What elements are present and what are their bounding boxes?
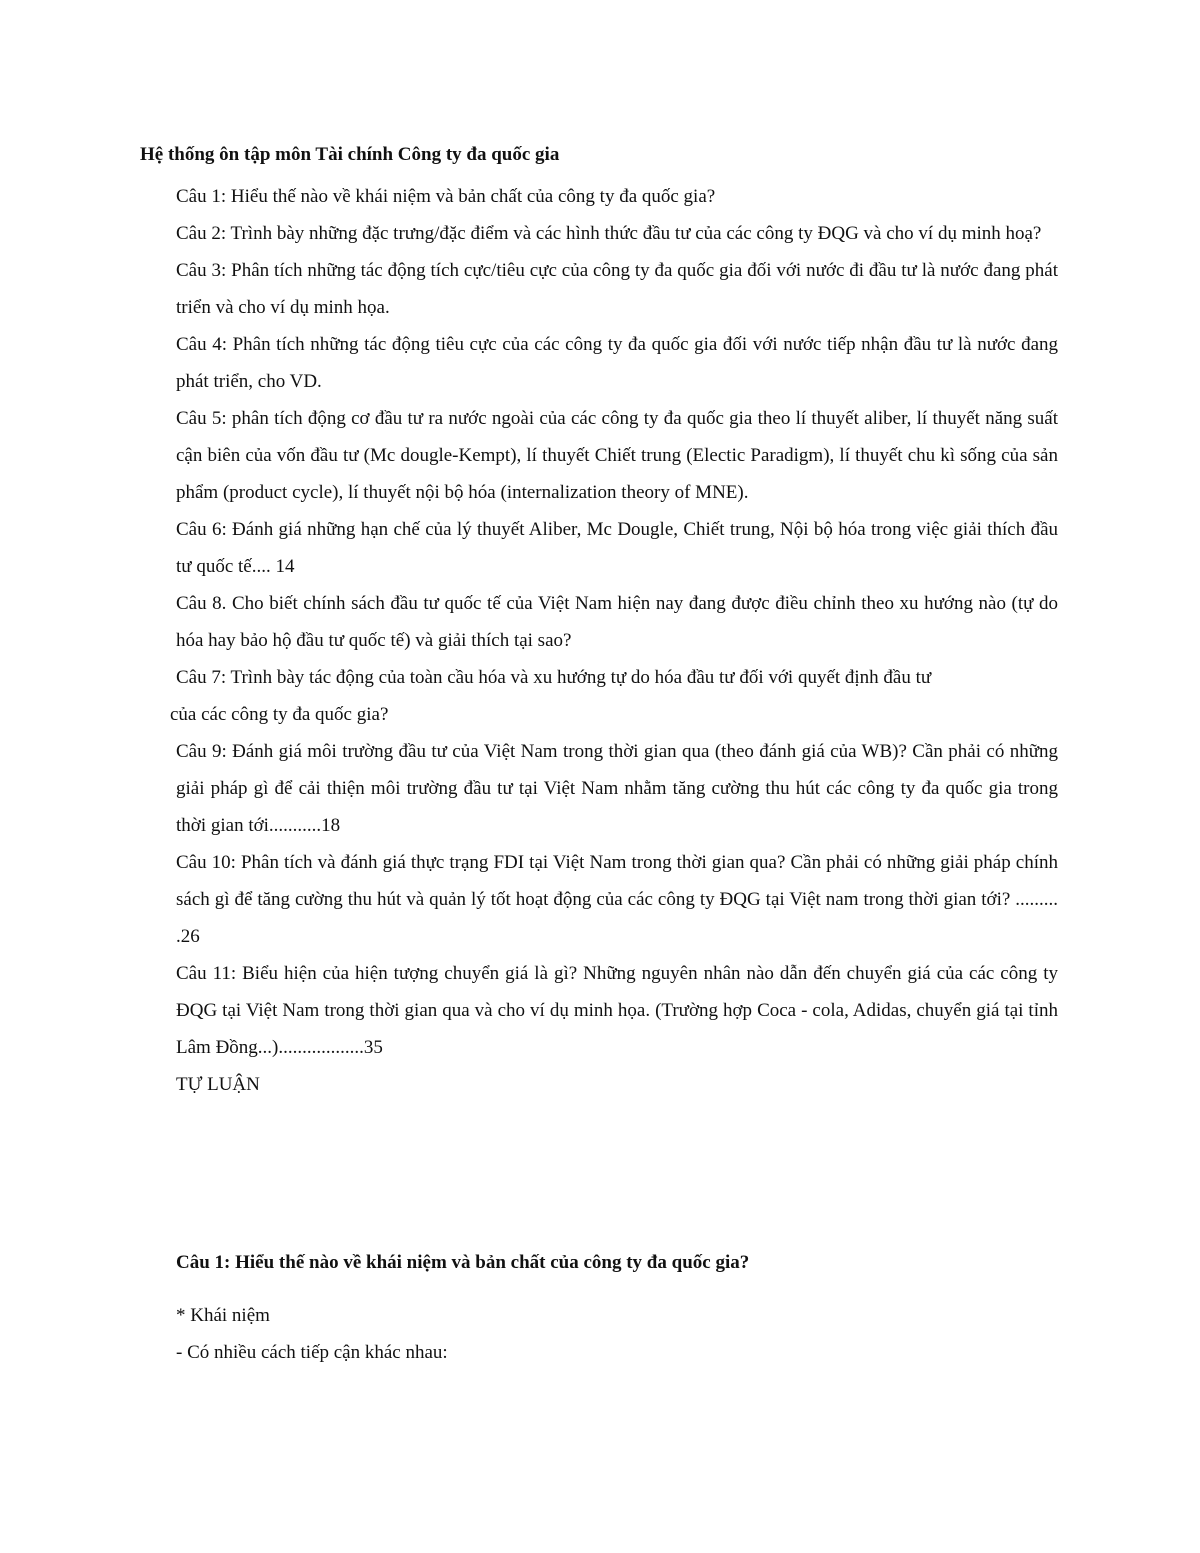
approach-line: - Có nhiều cách tiếp cận khác nhau:: [176, 1342, 448, 1363]
question-10: Câu 10: Phân tích và đánh giá thực trạng FDI tại Việt Nam trong thời gian qua? Cần phải có những giải pháp chính sách gì để tăng cường thu hút và quản lý tốt hoạt động của các công ty ĐQG tại Việt nam trong thời gian tới? ......... .26: [176, 852, 1058, 947]
question-7: Câu 7: Trình bày tác động của toàn cầu hóa và xu hướng tự do hóa đầu tư đối với quyết định đầu tư: [176, 667, 932, 688]
question-7-continuation: của các công ty đa quốc gia?: [170, 704, 389, 725]
section-body: [176, 1297, 1058, 1371]
question-8: Câu 8. Cho biết chính sách đầu tư quốc tế của Việt Nam hiện nay đang được điều chỉnh theo xu hướng nào (tự do hóa hay bảo hộ đầu tư quốc tế) và giải thích tại sao?: [176, 593, 1058, 651]
question-2: Câu 2: Trình bày những đặc trưng/đặc điểm và các hình thức đầu tư của các công ty ĐQG và cho ví dụ minh hoạ?: [176, 223, 1042, 244]
essay-section-label: TỰ LUẬN: [176, 1074, 260, 1095]
question-3: Câu 3: Phân tích những tác động tích cực/tiêu cực của công ty đa quốc gia đối với nước đi đầu tư là nước đang phát triển và cho ví dụ minh họa.: [176, 260, 1058, 318]
question-9: Câu 9: Đánh giá môi trường đầu tư của Việt Nam trong thời gian qua (theo đánh giá của WB)? Cần phải có những giải pháp gì để cải thiện môi trường đầu tư tại Việt Nam nhằm tăng cường thu hút các công ty đa quốc gia trong thời gian tới...........18: [176, 741, 1058, 836]
question-5: Câu 5: phân tích động cơ đầu tư ra nước ngoài của các công ty đa quốc gia theo lí thuyết aliber, lí thuyết năng suất cận biên của vốn đầu tư (Mc dougle-Kempt), lí thuyết Chiết trung (Electic Paradigm), lí thuyết chu kì sống của sản phẩm (product cycle), lí thuyết nội bộ hóa (internalization theory of MNE).: [176, 408, 1058, 503]
question-1: Câu 1: Hiểu thế nào về khái niệm và bản chất của công ty đa quốc gia?: [176, 186, 716, 207]
question-11: Câu 11: Biểu hiện của hiện tượng chuyển giá là gì? Những nguyên nhân nào dẫn đến chuyển giá của các công ty ĐQG tại Việt Nam trong thời gian qua và cho ví dụ minh họa. (Trường hợp Coca - cola, Adidas, chuyển giá tại tỉnh Lâm Đồng...)..................35: [176, 963, 1058, 1058]
question-4: Câu 4: Phân tích những tác động tiêu cực của các công ty đa quốc gia đối với nước tiếp nhận đầu tư là nước đang phát triển, cho VD.: [176, 334, 1058, 392]
question-6: Câu 6: Đánh giá những hạn chế của lý thuyết Aliber, Mc Dougle, Chiết trung, Nội bộ hóa trong việc giải thích đầu tư quốc tế.... 14: [176, 519, 1058, 577]
document-title: Hệ thống ôn tập môn Tài chính Công ty đa quốc gia: [140, 144, 560, 165]
section-heading: Câu 1: Hiểu thế nào về khái niệm và bản chất của công ty đa quốc gia?: [176, 1252, 750, 1273]
question-list: [170, 178, 1058, 1103]
concept-label: * Khái niệm: [176, 1305, 270, 1326]
